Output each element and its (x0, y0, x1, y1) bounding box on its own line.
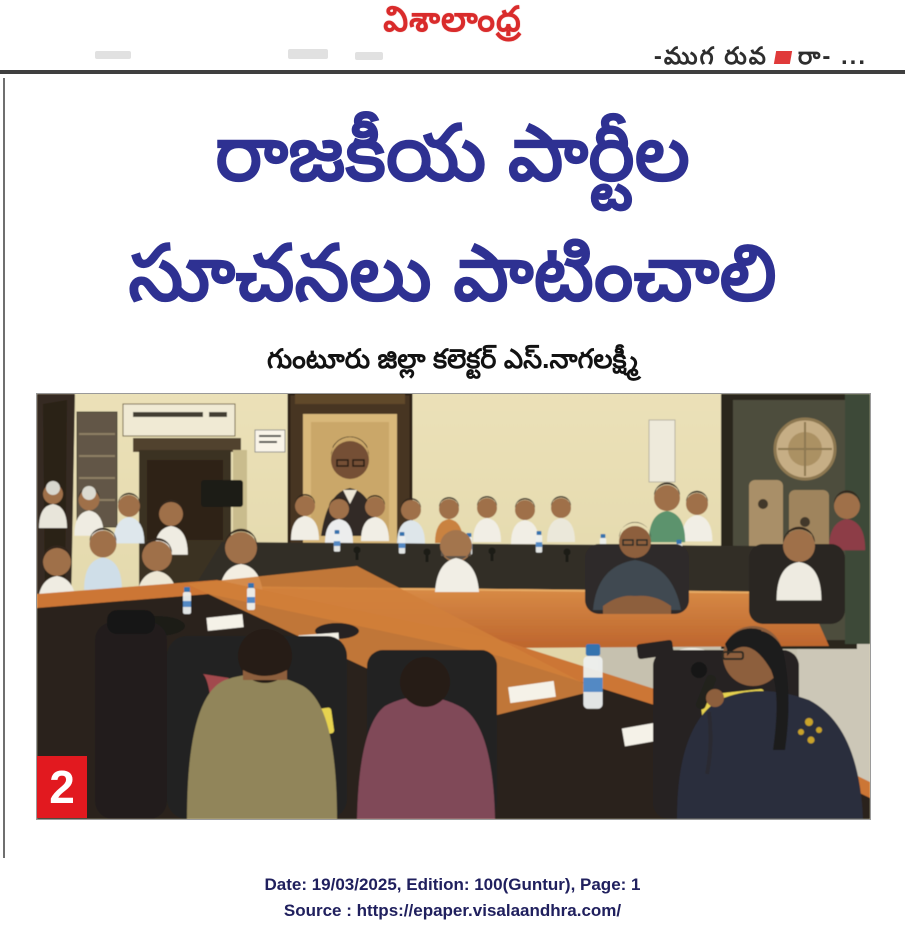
cropped-strip-text-left: -ముగ రువ (653, 44, 768, 65)
red-logo-mark (774, 51, 792, 64)
faint-text-fragment (95, 51, 131, 59)
cropped-strip-text (654, 44, 867, 65)
subheadline: గుంటూరు జిల్లా కలెక్టర్ ఎస్.నాగలక్ష్మీ (267, 344, 638, 374)
news-photo (36, 393, 871, 820)
horizontal-rule (0, 70, 905, 74)
column-divider-line (3, 78, 5, 858)
headline-line-2: సూచనలు పాటించాలి (128, 229, 777, 317)
faint-text-fragment (288, 49, 328, 59)
photo-index-badge: 2 (37, 756, 87, 818)
clipping-footer (0, 872, 905, 924)
news-photo-illustration (37, 394, 870, 819)
footer-source-line: Source : https://epaper.visalaandhra.com/ (283, 901, 622, 920)
footer-date-line: Date: 19/03/2025, Edition: 100(Guntur), Page: 1 (264, 875, 641, 894)
headline-line-1: రాజకీయ పార్టీల (215, 109, 690, 197)
faint-text-fragment (355, 52, 383, 60)
newspaper-masthead: విశాలాంధ్ర (383, 0, 522, 39)
cropped-strip-text-right: రా- ... (797, 44, 867, 65)
